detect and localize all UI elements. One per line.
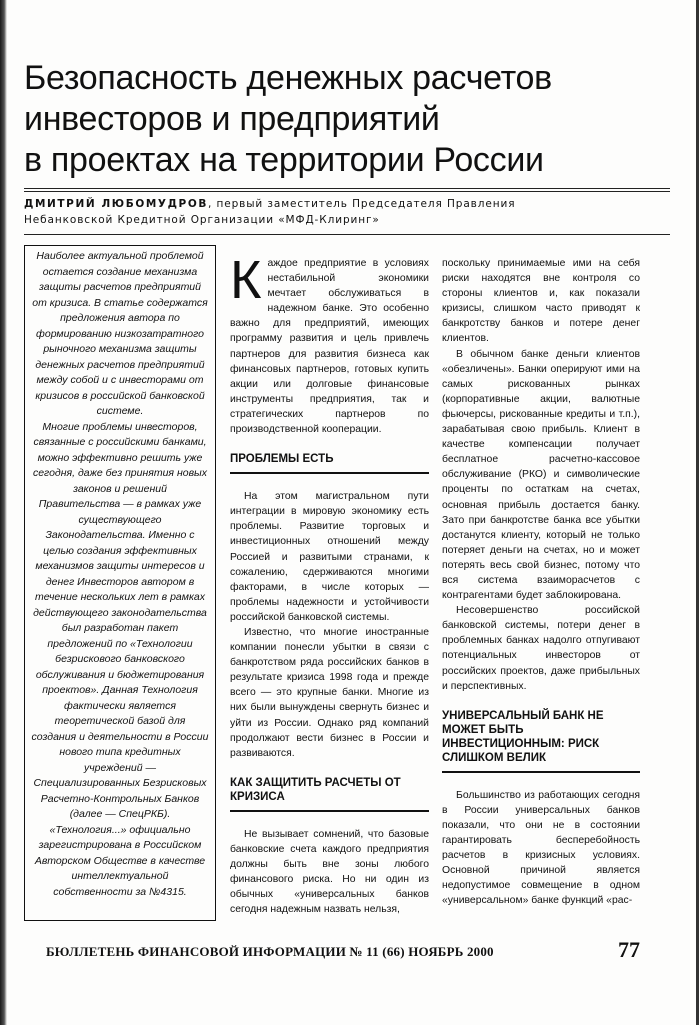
author-byline [24,196,674,228]
body-paragraph: В обычном банке деньги клиентов «обезличены». Банки оперируют ими на самых рискованных рынках (корпоративные акции, валютные фьючерсы, рискованные кредиты и т.п.), зарабатывая свою прибыль. Клиент в качестве компенсации получает бесплатное расчетно-кассовое обслуживание (РКО) и символические проценты по остаткам на счетах, основная прибыль достается банку. Зато при банкротстве банка все убытки достанутся клиенту, который не только потеряет деньги на счетах, но и может потерять весь свой бизнес, потому что вся система взаиморасчетов с контрагентами будет заблокирована. [442,348,640,602]
text-column-1 [230,256,429,936]
body-paragraph: Несовершенство российской банковской системы, потери денег в проблемных банках надолго отпугивают потенциальных инвесторов от российских проектов, даже прибыльных и перспективных. [442,605,640,692]
intro-paragraph [230,256,429,437]
author-position: , первый заместитель Председателя Правления [207,198,516,210]
scan-edge-left [0,0,7,1025]
text-column-2 [442,256,640,942]
abstract-paragraph-2: Многие проблемы инвесторов, связанные с российскими банками, можно эффективно решить уже сегодня, даже без принятия новых законов и решений Правительства — в рамках уже существующего Законодательства. Именно с целью создания эффективных механизмов защиты интересов и денег Инвесторов автором в течение нескольких лет в рамках действующего законодательства был разработан пакет предложений по «Технологии безрискового банковского обслуживания и бюджетирования проектов». Данная Технология фактически является теоретической базой для создания и деятельности в России нового типа кредитных учреждений — Специализированных Безрисковых Расчетно-Контрольных Банков (далее — СпецРКБ). «Технология...» официально зарегистрирована в Российском Авторском Обществе в качестве интеллектуальной собственности за №4315. [31,420,209,898]
body-paragraph: поскольку принимаемые ими на себя риски находятся вне контроля со стороны клиентов и, как показали кризисы, слишком часто приводят к банкротству банков и потере денег клиентов. [442,258,640,345]
author-name: ДМИТРИЙ ЛЮБОМУДРОВ [24,198,208,210]
title-rule-bottom [24,191,670,192]
author-organization: Небанковской Кредитной Организации «МФД-Клиринг» [24,214,380,226]
body-paragraph: На этом магистральном пути интеграции в мировую экономику есть проблемы. Развитие торговых и инвестиционных отношений между Россией и развитыми странами, к сожалению, сдерживаются многими факторами, в числе которых — проблемы надежности и устойчивости российской банковской системы. [230,491,429,623]
body-paragraph: Известно, что многие иностранные компании понесли убытки в связи с банкротством ряда российских банков в результате кризиса 1998 года и прежде всего — это крупные банки. Многие из них были вынуждены свернуть бизнес и уйти из России. Однако ряд компаний продолжают вести бизнес в России и развиваются. [230,626,429,759]
drop-cap: К [230,256,262,310]
byline-rule [24,234,670,235]
page-number: 77 [618,937,640,962]
title-line-1: Безопасность денежных расчетов [24,59,552,97]
body-paragraph: Большинство из работающих сегодня в России универсальных банков показали, что они не в состоянии гарантировать бесперебойность расчетов в кризисных условиях. Основной причиной является недопустимое совмещение в одном «универсальном» банке функций «рас- [442,789,640,907]
author-line-1 [24,196,674,212]
body-paragraph: Не вызывает сомнений, что базовые банковские счета каждого предприятия должны быть вне зоны любого финансового риска. Но ни один из обычных «универсальных банков сегодня надежным назвать нельзя, [230,828,429,916]
article-title [24,58,674,181]
intro-text: аждое предприятие в условиях нестабильной экономики мечтает обслуживаться в надежном банке. Это особенно важно для предприятий, имеющих программу развития и цель привлечь партнеров для развития бизнеса как финансовых партнеров, готовых купить акции или долговые финансовые инструменты предприятия, так и стратегических партнеров по производственной кооперации. [230,258,429,436]
section-heading-protect: КАК ЗАЩИТИТЬ РАСЧЕТЫ ОТ КРИЗИСА [230,776,429,812]
section-heading-universal-bank: УНИВЕРСАЛЬНЫЙ БАНК НЕ МОЖЕТ БЫТЬ ИНВЕСТИЦИОННЫМ: РИСК СЛИШКОМ ВЕЛИК [442,709,640,773]
title-rule-top [24,188,670,189]
abstract-sidebar [24,245,216,921]
title-line-3: в проектах на территории России [24,141,544,179]
title-line-2: инвесторов и предприятий [24,100,440,138]
journal-footer: БЮЛЛЕТЕНЬ ФИНАНСОВОЙ ИНФОРМАЦИИ № 11 (66) НОЯБРЬ 2000 [46,944,494,959]
abstract-paragraph-1: Наиболее актуальной проблемой остается создание механизма защиты расчетов предприятий от кризиса. В статье содержатся предложения автора по формированию низкозатратного рыночного механизма защиты денежных расчетов предприятий между собой и с инвесторами от кризисов в российской банковской системе. [32,250,208,417]
section-heading-problems: ПРОБЛЕМЫ ЕСТЬ [230,452,429,474]
